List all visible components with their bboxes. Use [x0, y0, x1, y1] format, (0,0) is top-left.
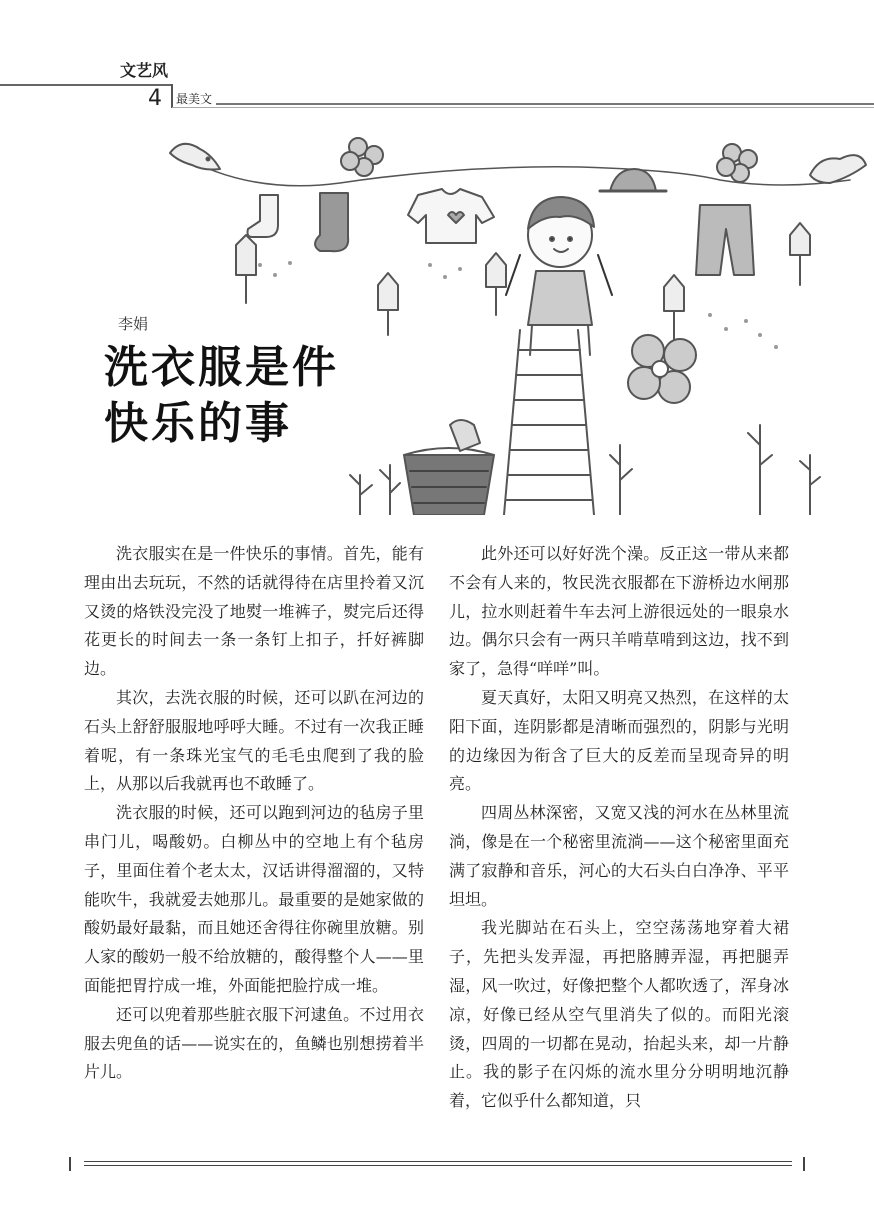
section-label: 文艺风: [120, 61, 169, 80]
laundry-basket-icon: [404, 420, 494, 515]
right-column: [449, 540, 789, 1116]
paragraph: 还可以兜着那些脏衣服下河逮鱼。不过用衣服去兜鱼的话——说实在的，鱼鳞也别想捞着半片儿。: [84, 1004, 424, 1082]
paragraph: 洗衣服的时候，还可以跑到河边的毡房子里串门儿，喝酸奶。白柳丛中的空地上有个毡房子，里面住着个老太太，汉话讲得溜溜的，又特能吹牛，我就爱去她那儿。最重要的是她家做的酸奶最好最黏，而且她还舍得往你碗里放糖。别人家的酸奶一般不给放糖的，酸得整个人——里面能把胃拧成一堆，外面能把脸拧成一堆。: [84, 803, 424, 995]
author-name: 李娟: [118, 315, 149, 333]
paragraph: 我光脚站在石头上，空空荡荡地穿着大裙子，先把头发弄湿，再把胳膊弄湿，再把腿弄湿，风一吹过，好像把整个人都吹透了，浑身冰凉，好像已经从空气里消失了似的。而阳光滚烫，四周的一切都在晃动，抬起头来，却一片静止。我的影子在闪烁的流水里分分明明地沉静着，它似乎什么都知道，只: [449, 918, 789, 1111]
page-number: 4: [148, 86, 162, 111]
header-rule-left: [0, 84, 172, 86]
footer-rule: [84, 1161, 792, 1162]
sock-white-icon: [248, 195, 279, 237]
footer-rule: [84, 1165, 792, 1166]
girl-on-ladder-icon: [506, 197, 612, 355]
sock-dark-icon: [315, 193, 348, 251]
article-title: [104, 340, 339, 452]
footer-tick-left: [69, 1157, 71, 1171]
tshirt-icon: [408, 189, 494, 243]
paragraph: 洗衣服实在是一件快乐的事情。首先，能有理由出去玩玩，不然的话就得待在店里拎着又沉又烫的烙铁没完没了地熨一堆裤子，熨完后还得花更长的时间去一条一条钉上扣子，扦好裤脚边。: [84, 544, 424, 679]
paragraph: 四周丛林深密，又宽又浅的河水在丛林里流淌，像是在一个秘密里流淌——这个秘密里面充满了寂静和音乐，河心的大石头白白净净、平平坦坦。: [449, 803, 789, 909]
paragraph: 其次，去洗衣服的时候，还可以趴在河边的石头上舒舒服服地呼呼大睡。不过有一次我正睡着呢，有一条珠光宝气的毛毛虫爬到了我的脸上，从那以后我就再也不敢睡了。: [84, 687, 424, 794]
paragraph: 此外还可以好好洗个澡。反正这一带从来都不会有人来的，牧民洗衣服都在下游桥边水闸那儿，拉水则赶着牛车去河上游很远处的一眼泉水边。偶尔只会有一两只羊啃草啃到这边，找不到家了，急得“咩咩”叫。: [449, 544, 789, 679]
hat-icon: [600, 169, 666, 191]
paragraph: 夏天真好，太阳又明亮又热烈，在这样的太阳下面，连阴影都是清晰而强烈的，阴影与光明的边缘因为衔含了巨大的反差而呈现奇异的明亮。: [449, 687, 789, 794]
bird-right-icon: [810, 155, 866, 183]
title-line-1: 洗衣服是件: [104, 342, 339, 393]
ladder-icon: [504, 330, 594, 515]
footer-tick-right: [803, 1157, 805, 1171]
header-rule-thin: [172, 107, 874, 108]
header-divider: [171, 84, 173, 108]
bird-left-icon: [170, 144, 220, 170]
magazine-name: 最美文: [176, 92, 213, 106]
jeans-icon: [696, 205, 754, 275]
laundry-illustration: [160, 125, 874, 515]
title-line-2: 快乐的事: [104, 398, 292, 449]
left-column: [84, 540, 424, 1087]
header-rule-right: [216, 103, 874, 105]
